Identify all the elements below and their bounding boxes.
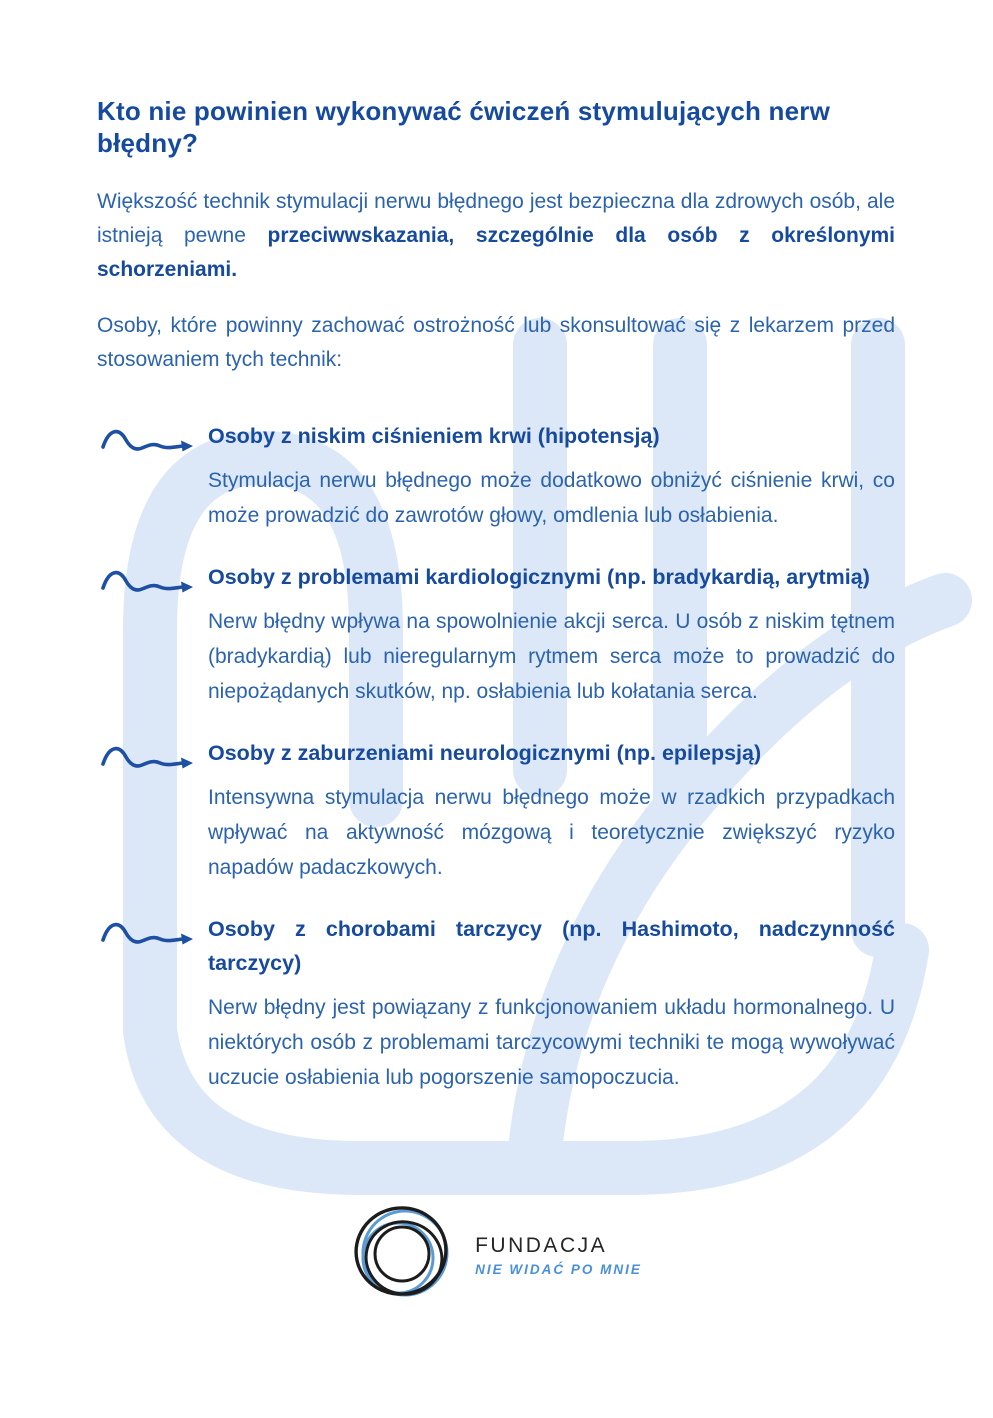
foundation-circles-icon (351, 1203, 455, 1307)
squiggle-arrow-icon (99, 916, 195, 948)
item-heading: Osoby z problemami kardiologicznymi (np. bradykardią, arytmią) (208, 565, 870, 590)
squiggle-arrow-icon (99, 423, 195, 455)
item-body: Stymulacja nerwu błędnego może dodatkowo obniżyć ciśnienie krwi, co może prowadzić do zawrotów głowy, omdlenia lub osłabienia. (208, 469, 895, 528)
list-item (97, 419, 895, 533)
foundation-logo-text (475, 1234, 642, 1277)
item-body: Intensywna stymulacja nerwu błędnego może w rzadkich przypadkach wpływać na aktywność mózgową i teoretycznie zwiększyć ryzyko napadów padaczkowych. (208, 786, 895, 880)
item-body: Nerw błędny wpływa na spowolnienie akcji serca. U osób z niskim tętnem (bradykardią) lub nieregularnym rytmem serca może to prowadzić do niepożądanych skutków, np. osłabienia lub kołatania serca. (208, 610, 895, 704)
page-title: Kto nie powinien wykonywać ćwiczeń stymulujących nerw błędny? (97, 96, 831, 158)
item-heading: Osoby z chorobami tarczycy (np. Hashimoto, nadczynność tarczycy) (208, 917, 895, 976)
squiggle-arrow-icon (99, 740, 195, 772)
list-item (97, 912, 895, 1095)
item-heading: Osoby z zaburzeniami neurologicznymi (np. epilepsją) (208, 741, 762, 766)
squiggle-arrow-icon (99, 564, 195, 596)
item-heading: Osoby z niskim ciśnieniem krwi (hipotensją) (208, 424, 660, 449)
intro-paragraph-1 (97, 185, 895, 287)
intro-paragraph-1-bold: przeciwwskazania, szczególnie dla osób z określonymi schorzeniami. (97, 224, 896, 282)
list-item (97, 736, 895, 885)
foundation-logo (0, 1203, 993, 1307)
intro-paragraph-2: Osoby, które powinny zachować ostrożność lub skonsultować się z lekarzem przed stosowaniem tych technik: (97, 314, 895, 372)
intro-paragraph-1-normal: Większość technik stymulacji nerwu błędnego jest bezpieczna dla zdrowych osób, ale istnieją pewne (97, 190, 895, 248)
item-body: Nerw błędny jest powiązany z funkcjonowaniem układu hormonalnego. U niektórych osób z problemami tarczycowymi techniki te mogą wywoływać uczucie osłabienia lub pogorszenie samopoczucia. (208, 996, 895, 1090)
foundation-tagline: NIE WIDAĆ PO MNIE (475, 1261, 642, 1277)
foundation-name: FUNDACJA (475, 1233, 608, 1257)
list-item (97, 560, 895, 709)
